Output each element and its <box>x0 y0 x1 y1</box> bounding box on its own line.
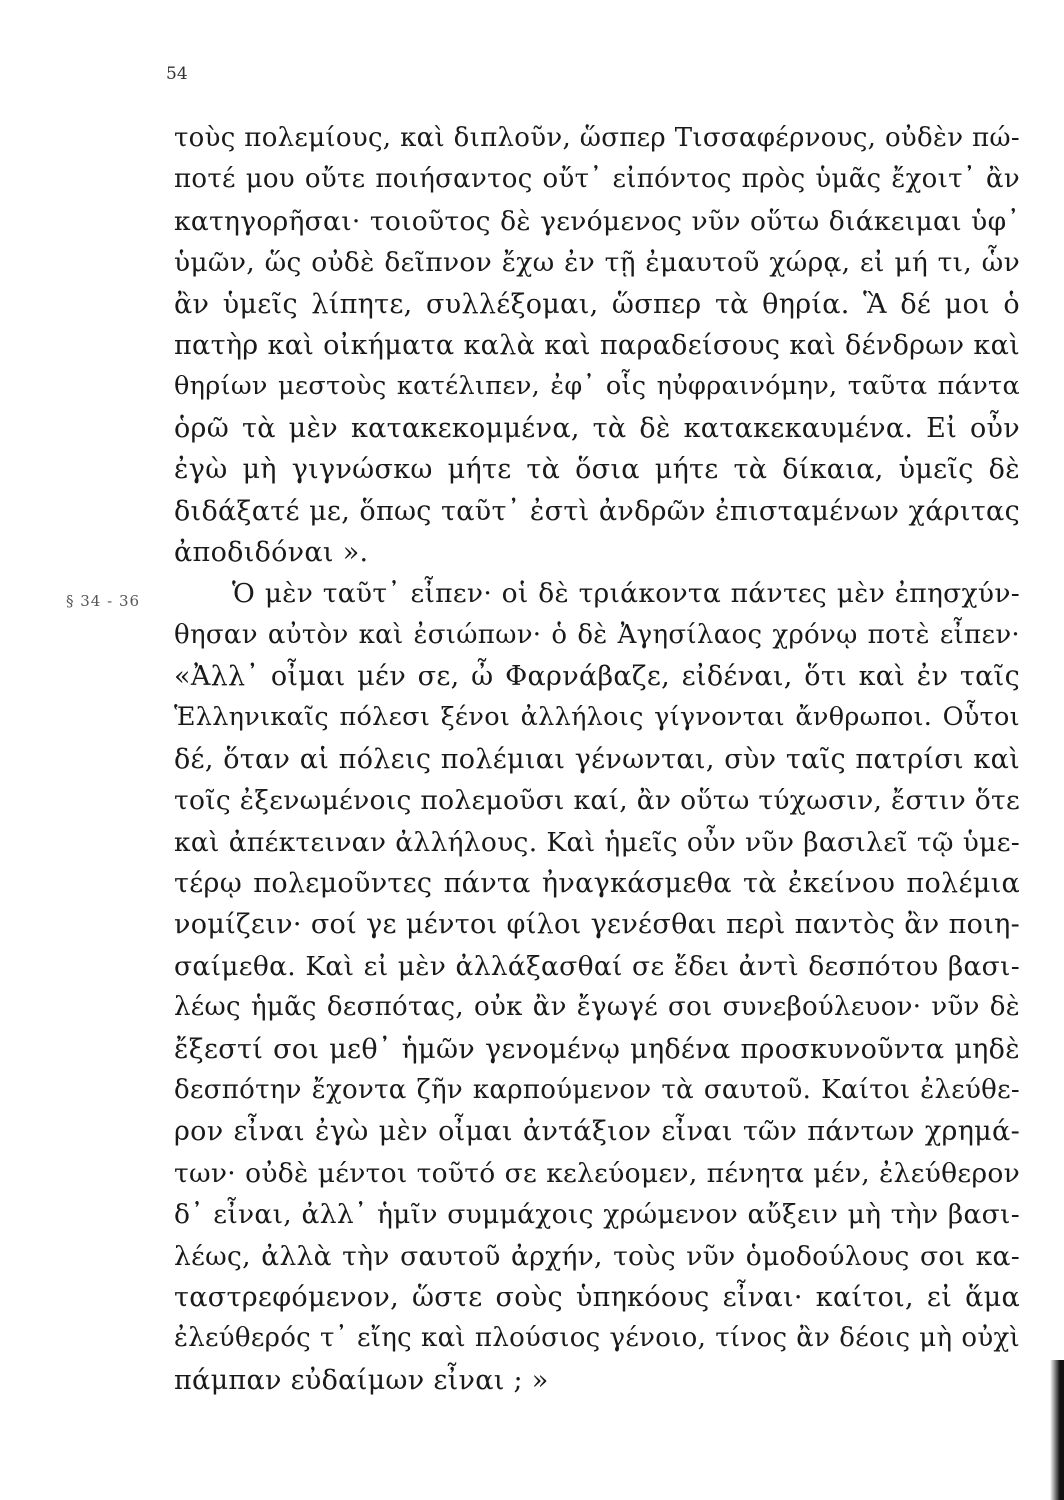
text-line: ἐγὼ μὴ γιγνώσκω μήτε τὰ ὅσια μήτε τὰ δίκαια, ὑμεῖς δὲ <box>174 454 1020 486</box>
text-line: θηρίων μεστοὺς κατέλιπεν, ἐφ᾿ οἷς ηὐφραινόμην, ταῦτα πάντα <box>174 371 1020 402</box>
text-line: τοῖς ἐξενωμένοις πολεμοῦσι καί, ἂν οὕτω τύχωσιν, ἔστιν ὅτε <box>174 785 1020 817</box>
text-line: δεσπότην ἔχοντα ζῆν καρπούμενον τὰ σαυτοῦ. Καίτοι ἐλεύθε- <box>174 1074 1020 1105</box>
text-line: τέρῳ πολεμοῦντες πάντα ἠναγκάσμεθα τὰ ἐκείνου πολέμια <box>174 868 1020 900</box>
text-line: ταστρεφόμενον, ὥστε σοὺς ὑπηκόους εἶναι· καίτοι, εἰ ἅμα <box>174 1281 1020 1313</box>
section-margin-note: § 34 - 36 <box>66 592 141 610</box>
text-line: δ᾿ εἶναι, ἀλλ᾿ ἡμῖν συμμάχοις χρώμενον αὔξειν μὴ τὴν βασι- <box>174 1199 1020 1231</box>
text-line: ἀποδιδόναι ». <box>174 536 369 568</box>
text-line: νομίζειν· σοί γε μέντοι φίλοι γενέσθαι περὶ παντὸς ἂν ποιη- <box>174 909 1020 941</box>
scan-edge-shadow <box>1050 1360 1064 1500</box>
text-line: τοὺς πολεμίους, καὶ διπλοῦν, ὥσπερ Τισσαφέρνους, οὐδὲν πώ- <box>174 123 1020 153</box>
text-line: Ἑλληνικαῖς πόλεσι ξένοι ἀλλήλοις γίγνονται ἄνθρωποι. Οὗτοι <box>174 702 1020 733</box>
text-line: ρον εἶναι ἐγὼ μὲν οἶμαι ἀντάξιον εἶναι τῶν πάντων χρημά- <box>174 1116 1020 1148</box>
text-line: πάμπαν εὐδαίμων εἶναι ; » <box>174 1364 549 1396</box>
text-line: ποτέ μου οὔτε ποιήσαντος οὔτ᾿ εἰπόντος πρὸς ὑμᾶς ἔχοιτ᾿ ἂν <box>174 164 1020 195</box>
text-line: δέ, ὅταν αἱ πόλεις πολέμιαι γένωνται, σὺν ταῖς πατρίσι καὶ <box>174 743 1020 775</box>
text-line: των· οὐδὲ μέντοι τοῦτό σε κελεύομεν, πένητα μέν, ἐλεύθερον <box>174 1157 1020 1189</box>
text-line: ὑμῶν, ὥς οὐδὲ δεῖπνον ἔχω ἐν τῇ ἐμαυτοῦ χώρᾳ, εἰ μή τι, ὧν <box>174 247 1020 279</box>
text-line: ἔξεστί σοι μεθ᾿ ἡμῶν γενομένῳ μηδένα προσκυνοῦντα μηδὲ <box>174 1033 1020 1065</box>
text-line: διδάξατέ με, ὅπως ταῦτ᾿ ἐστὶ ἀνδρῶν ἐπισταμένων χάριτας <box>174 495 1020 527</box>
text-line: καὶ ἀπέκτειναν ἀλλήλους. Καὶ ἡμεῖς οὖν νῦν βασιλεῖ τῷ ὑμε- <box>174 826 1020 858</box>
text-line: θησαν αὐτὸν καὶ ἐσιώπων· ὁ δὲ Ἀγησίλαος χρόνῳ ποτὲ εἶπεν· <box>174 619 1020 650</box>
text-line: ὁρῶ τὰ μὲν κατακεκομμένα, τὰ δὲ κατακεκαυμένα. Εἰ οὖν <box>174 412 1020 444</box>
text-line: κατηγορῆσαι· τοιοῦτος δὲ γενόμενος νῦν οὕτω διάκειμαι ὑφ᾿ <box>174 205 1020 237</box>
text-line: λέως ἡμᾶς δεσπότας, οὐκ ἂν ἔγωγέ σοι συνεβούλευον· νῦν δὲ <box>174 992 1020 1023</box>
text-line: ἂν ὑμεῖς λίπητε, συλλέξομαι, ὥσπερ τὰ θηρία. Ἃ δέ μοι ὁ <box>174 288 1020 320</box>
page-number: 54 <box>166 64 188 84</box>
text-block <box>174 118 1020 1401</box>
text-line: πατὴρ καὶ οἰκήματα καλὰ καὶ παραδείσους καὶ δένδρων καὶ <box>174 329 1020 361</box>
text-line: «Ἀλλ᾿ οἶμαι μέν σε, ὦ Φαρνάβαζε, εἰδέναι, ὅτι καὶ ἐν ταῖς <box>174 661 1020 693</box>
text-line: ἐλεύθερός τ᾿ εἴης καὶ πλούσιος γένοιο, τίνος ἂν δέοις μὴ οὐχὶ <box>174 1323 1020 1354</box>
paragraph-start-line: Ὁ μὲν ταῦτ᾿ εἶπεν· οἱ δὲ τριάκοντα πάντες μὲν ἐπησχύν- <box>232 578 1020 610</box>
text-line: σαίμεθα. Καὶ εἰ μὲν ἀλλάξασθαί σε ἔδει ἀντὶ δεσπότου βασι- <box>174 950 1020 982</box>
text-line: λέως, ἀλλὰ τὴν σαυτοῦ ἀρχήν, τοὺς νῦν ὁμοδούλους σοι κα- <box>174 1240 1020 1272</box>
